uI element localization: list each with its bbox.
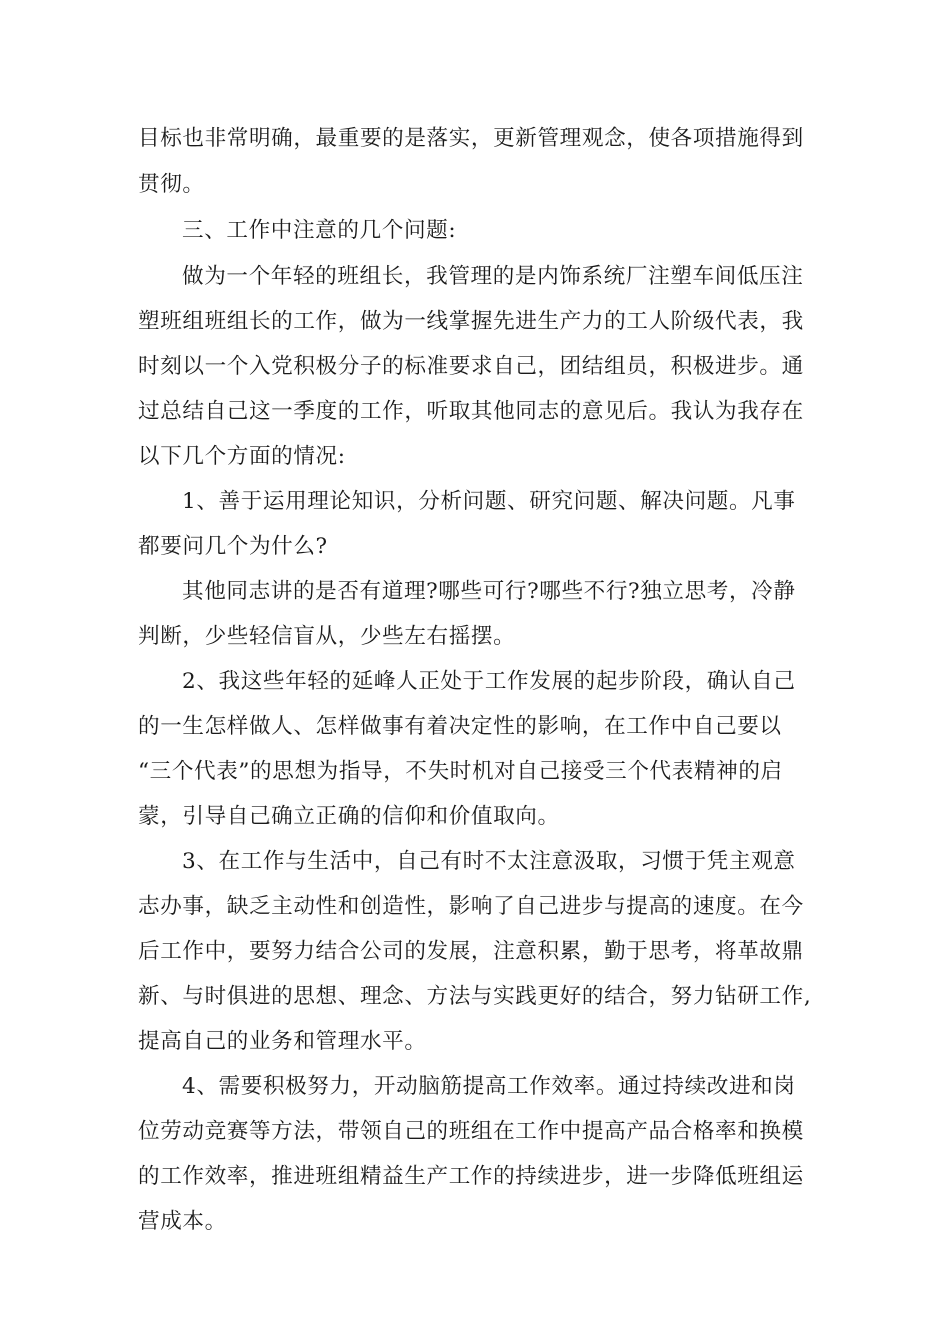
text-line: 营成本。: [138, 1209, 227, 1234]
text-line: 的一生怎样做人、怎样做事有着决定性的影响，在工作中自己要以: [138, 714, 782, 739]
text-line: 塑班组班组长的工作，做为一线掌握先进生产力的工人阶级代表，我: [138, 309, 804, 334]
text-line: 贯彻。: [138, 172, 205, 197]
text-line: 后工作中，要努力结合公司的发展，注意积累，勤于思考，将革故鼎: [138, 939, 804, 964]
text-line: 其他同志讲的是否有道理?哪些可行?哪些不行?独立思考，冷静: [182, 579, 796, 604]
text-line: 过总结自己这一季度的工作，听取其他同志的意见后。我认为我存在: [138, 399, 804, 424]
text-line: 提高自己的业务和管理水平。: [138, 1029, 427, 1054]
text-line: 志办事，缺乏主动性和创造性，影响了自己进步与提高的速度。在今: [138, 894, 804, 919]
text-line: 的工作效率，推进班组精益生产工作的持续进步，进一步降低班组运: [138, 1164, 804, 1189]
text-line: 2、我这些年轻的延峰人正处于工作发展的起步阶段，确认自己: [182, 669, 796, 694]
text-line: 1、善于运用理论知识，分析问题、研究问题、解决问题。凡事: [182, 489, 796, 514]
text-line: 目标也非常明确，最重要的是落实，更新管理观念，使各项措施得到: [138, 126, 804, 151]
text-line: 都要问几个为什么?: [138, 534, 328, 559]
section-heading: 三、工作中注意的几个问题:: [182, 218, 457, 243]
text-line: 时刻以一个入党积极分子的标准要求自己，团结组员，积极进步。通: [138, 354, 804, 379]
text-line: 判断，少些轻信盲从，少些左右摇摆。: [138, 624, 516, 649]
text-line: “三个代表”的思想为指导，不失时机对自己接受三个代表精神的启: [138, 759, 783, 784]
text-line: 4、需要积极努力，开动脑筋提高工作效率。通过持续改进和岗: [182, 1074, 796, 1099]
text-line: 做为一个年轻的班组长，我管理的是内饰系统厂注塑车间低压注: [182, 264, 804, 289]
text-line: 蒙，引导自己确立正确的信仰和价值取向。: [138, 804, 560, 829]
text-line: 新、与时俱进的思想、理念、方法与实践更好的结合，努力钻研工作,: [138, 984, 812, 1009]
text-line: 以下几个方面的情况:: [138, 444, 346, 469]
text-line: 位劳动竞赛等方法，带领自己的班组在工作中提高产品合格率和换模: [138, 1119, 804, 1144]
text-line: 3、在工作与生活中，自己有时不太注意汲取，习惯于凭主观意: [182, 849, 796, 874]
